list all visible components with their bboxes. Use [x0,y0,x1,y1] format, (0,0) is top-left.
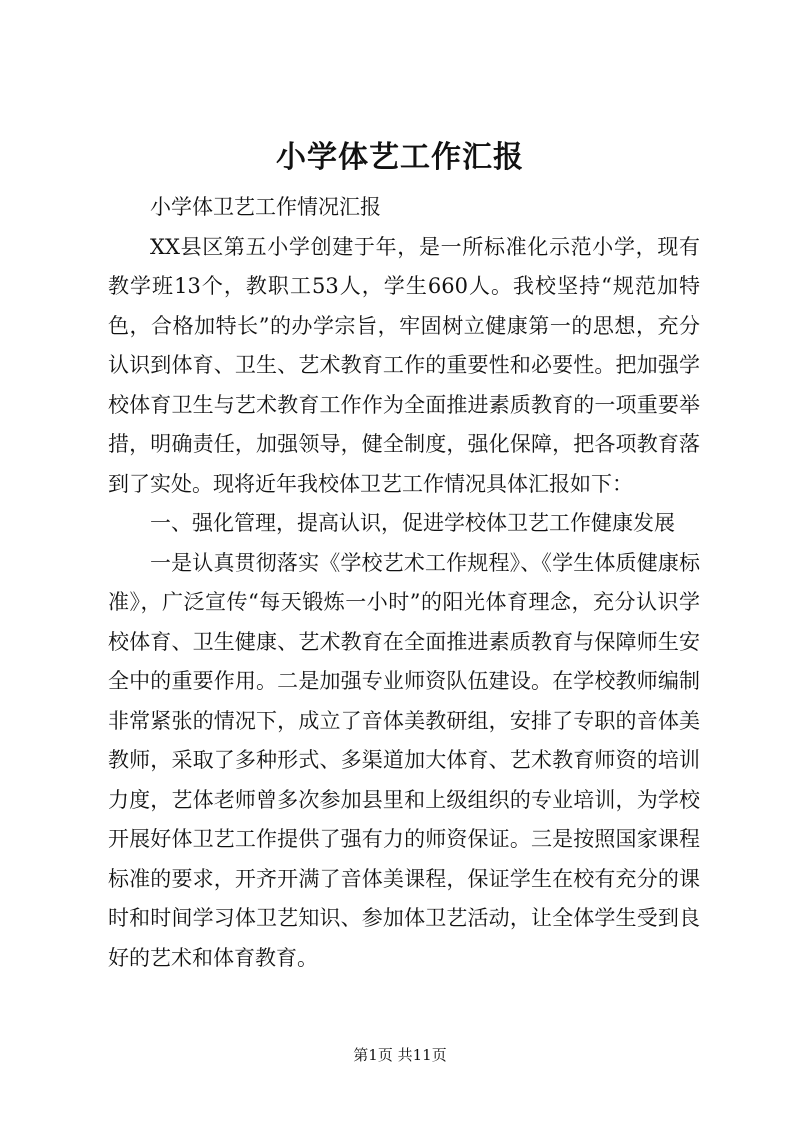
page-number-footer: 第1页 共11页 [353,1046,447,1064]
document-title: 小学体艺工作汇报 [276,140,524,175]
paragraph-section-one: 一是认真贯彻落实《学校艺术工作规程》、《学生体质健康标准》，广泛宣传“每天锻炼一小时”的阳光体育理念，充分认识学校体育、卫生健康、艺术教育在全面推进素质教育与保障师生安全中的重要作用。二是加强专业师资队伍建设。在学校教师编制非常紧张的情况下，成立了音体美教研组，安排了专职的音体美教师，采取了多种形式、多渠道加大体育、艺术教育师资的培训力度，艺体老师曾多次参加县里和上级组织的专业培训，为学校开展好体卫艺工作提供了强有力的师资保证。三是按照国家课程标准的要求，开齐开满了音体美课程，保证学生在校有充分的课时和时间学习体卫艺知识、参加体卫艺活动，让全体学生受到良好的艺术和体育教育。 [108,550,700,970]
section-heading: 一、强化管理，提高认识，促进学校体卫艺工作健康发展 [150,511,675,535]
paragraph-intro: XX县区第五小学创建于年，是一所标准化示范小学，现有教学班13个，教职工53人，学生660人。我校坚持“规范加特色，合格加特长”的办学宗旨，牢固树立健康第一的思想，充分认识到体育、卫生、艺术教育工作的重要性和必要性。把加强学校体育卫生与艺术教育工作作为全面推进素质教育的一项重要举措，明确责任，加强领导，健全制度，强化保障，把各项教育落到了实处。现将近年我校体卫艺工作情况具体汇报如下： [108,234,700,496]
document-body [108,188,700,978]
paragraph-subtitle: 小学体卫艺工作情况汇报 [150,195,381,219]
